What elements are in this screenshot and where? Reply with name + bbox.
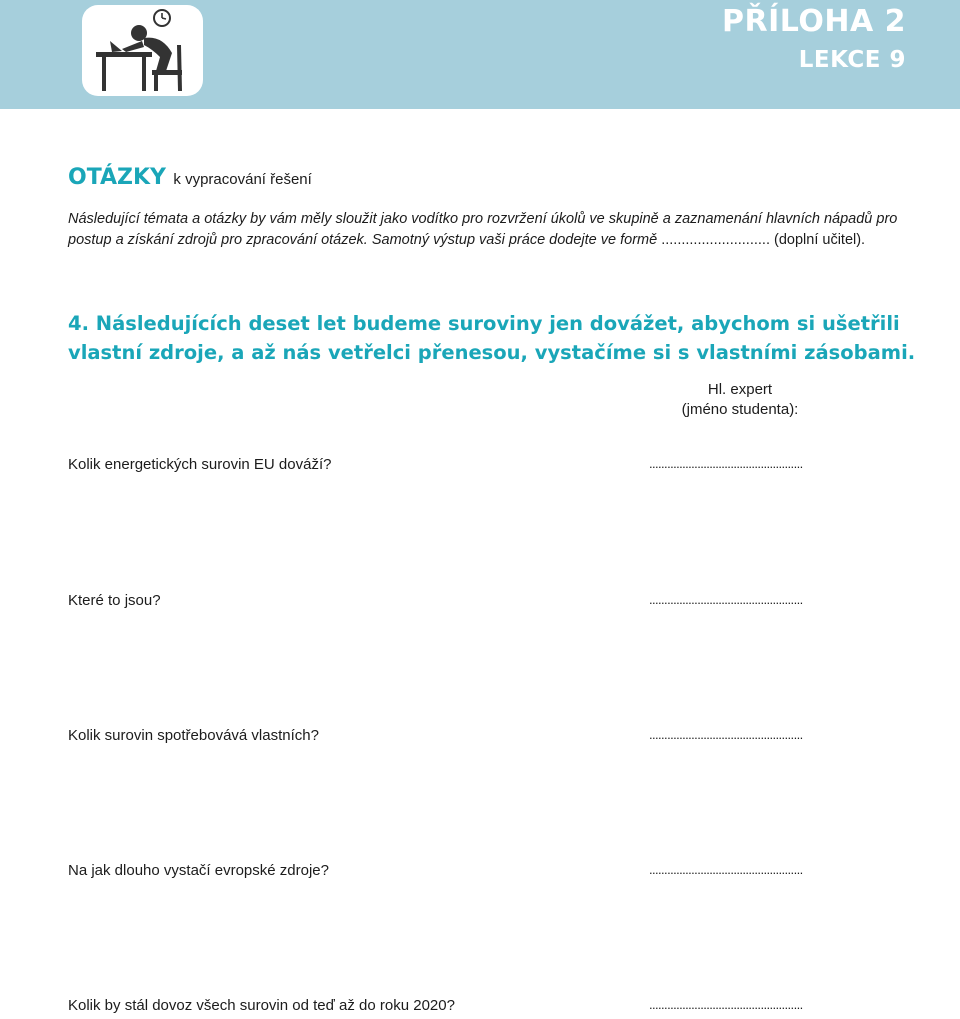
question-row bbox=[68, 592, 868, 614]
logo bbox=[82, 5, 203, 96]
expert-label-line1: Hl. expert bbox=[707, 381, 773, 398]
answer-blank: ................................................... bbox=[649, 862, 803, 877]
intro-paragraph bbox=[68, 209, 928, 251]
intro-note: (doplní učitel). bbox=[774, 232, 866, 248]
question-row bbox=[68, 727, 868, 749]
header-band bbox=[0, 0, 960, 109]
question-row bbox=[68, 862, 868, 884]
question-row bbox=[68, 997, 868, 1019]
answer-blank: ................................................... bbox=[649, 456, 803, 471]
page-subtitle: LEKCE 9 bbox=[798, 47, 906, 73]
question-text: Které to jsou? bbox=[68, 592, 161, 609]
answer-blank: ................................................... bbox=[649, 592, 803, 607]
question-row bbox=[68, 456, 868, 478]
answer-blank: ................................................... bbox=[649, 997, 803, 1012]
intro-blank: ........................... bbox=[661, 232, 770, 248]
question-text: Na jak dlouho vystačí evropské zdroje? bbox=[68, 862, 329, 879]
question-title: 4. Následujících deset let budeme suroviny jen dovážet, abychom si ušetřili vlastní zdroje, a až nás vetřelci přenesou, vystačíme si s vlastními zásobami. bbox=[68, 312, 916, 364]
intro-text: Následující témata a otázky by vám měly sloužit jako vodítko pro rozvržení úkolů ve skupině a zaznamenání hlavních nápadů pro postup a získání zdrojů pro zpracování otázek. Samotný výstup vaši práce dodejte ve formě bbox=[68, 211, 898, 248]
question-text: Kolik energetických surovin EU dováží? bbox=[68, 456, 332, 473]
section-heading bbox=[68, 165, 312, 190]
section-heading-rest: k vypracování řešení bbox=[173, 171, 312, 188]
question-text: Kolik by stál dovoz všech surovin od teď až do roku 2020? bbox=[68, 997, 455, 1014]
expert-label bbox=[670, 380, 810, 420]
student-at-desk-with-clock-icon bbox=[82, 5, 203, 96]
page-title: PŘÍLOHA 2 bbox=[722, 4, 906, 39]
answer-blank: ................................................... bbox=[649, 727, 803, 742]
question-text: Kolik surovin spotřebovává vlastních? bbox=[68, 727, 319, 744]
section-heading-label: OTÁZKY bbox=[68, 165, 166, 190]
expert-label-line2: (jméno studenta): bbox=[681, 401, 799, 418]
